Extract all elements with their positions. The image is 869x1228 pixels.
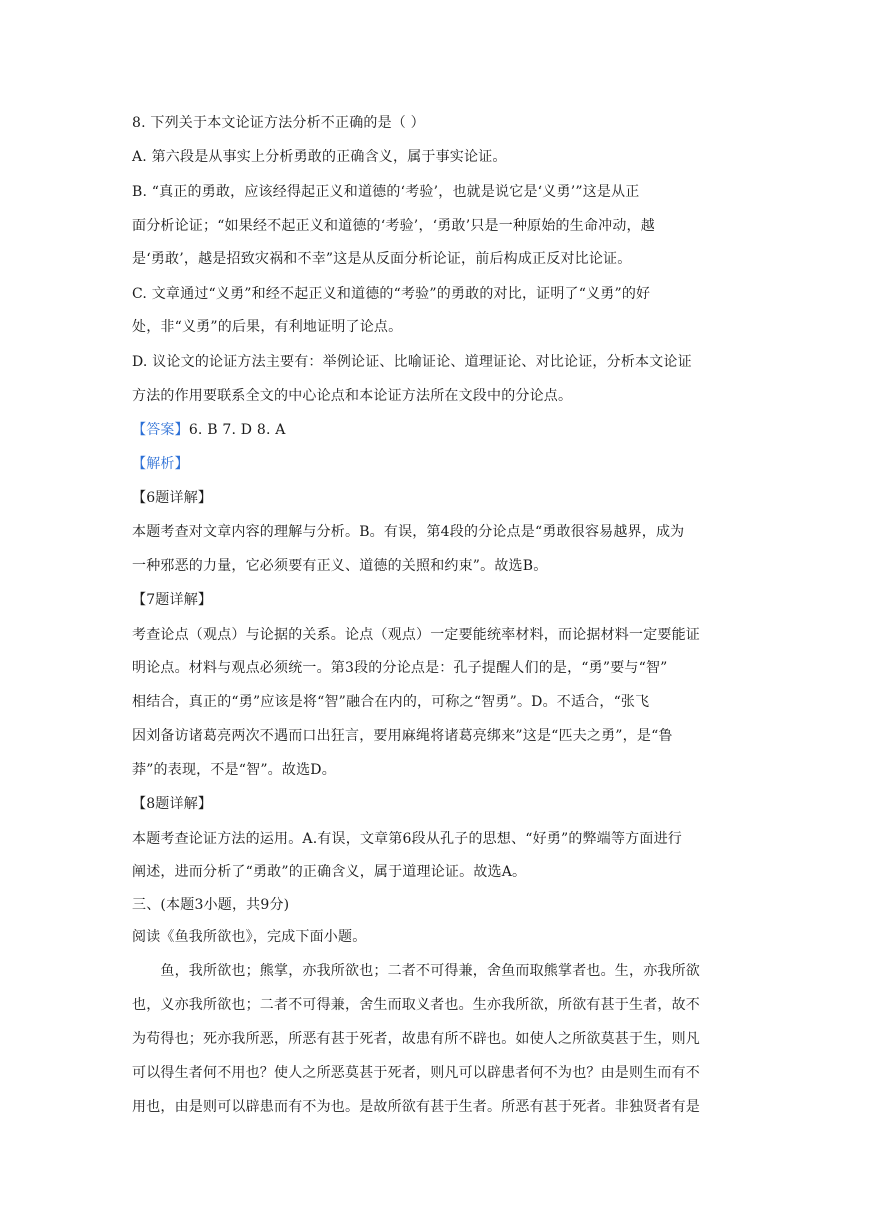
option-c-line-1: C. 文章通过“义勇”和经不起正义和道德的“考验”的勇敢的对比，证明了“义勇”的好: [132, 286, 651, 302]
q8-explanation-line-2: 阐述，进而分析了“勇敢”的正确含义，属于道理论证。故选A。: [132, 864, 527, 880]
q7-explanation-line-3: 相结合，真正的“勇”应该是将“智”融合在内的，可称之“智勇”。D。不适合，“张飞: [132, 694, 650, 710]
reading-instruction: 阅读《鱼我所欲也》，完成下面小题。: [132, 929, 367, 945]
passage-line-1: 鱼，我所欲也；熊掌，亦我所欲也；二者不可得兼，舍鱼而取熊掌者也。生，亦我所欲: [132, 963, 700, 979]
q8-heading: 【8题详解】: [132, 796, 213, 812]
passage-line-5: 用也，由是则可以辟患而有不为也。是故所欲有甚于生者。所恶有甚于死者。非独贤者有是: [132, 1099, 700, 1115]
passage-line-4: 可以得生者何不用也？使人之所恶莫甚于死者，则凡可以辟患者何不为也？由是则生而有不: [132, 1065, 700, 1081]
question-8-stem: 8. 下列关于本文论证方法分析不正确的是（ ）: [132, 115, 425, 131]
analysis-label: 【解析】: [132, 456, 189, 472]
answer-line: [132, 420, 742, 440]
q7-explanation-line-1: 考查论点（观点）与论据的关系。论点（观点）一定要能统率材料，而论据材料一定要能证: [132, 627, 700, 643]
option-b-line-2: 面分析论证；“如果经不起正义和道德的‘考验’，‘勇敢’只是一种原始的生命冲动，越: [132, 218, 655, 234]
q7-explanation-line-4: 因刘备访诸葛亮两次不遇而口出狂言，要用麻绳将诸葛亮绑来”这是“匹夫之勇”，是“鲁: [132, 728, 673, 744]
q6-explanation-line-1: 本题考查对文章内容的理解与分析。B。有误，第4段的分论点是“勇敢很容易越界，成为: [132, 524, 685, 540]
answer-values: 6. B 7. D 8. A: [188, 422, 286, 438]
answer-label: 【答案】: [132, 422, 189, 438]
option-c-line-2: 处，非“义勇”的后果，有利地证明了论点。: [132, 319, 403, 335]
q6-explanation-line-2: 一种邪恶的力量，它必须要有正义、道德的关照和约束”。故选B。: [132, 558, 548, 574]
q7-heading: 【7题详解】: [132, 592, 213, 608]
q7-explanation-line-5: 莽”的表现，不是“智”。故选D。: [132, 762, 336, 778]
passage-line-3: 为苟得也；死亦我所恶，所恶有甚于死者，故患有所不辟也。如使人之所欲莫甚于生，则凡: [132, 1031, 700, 1047]
option-b-line-1: B. “真正的勇敢，应该经得起正义和道德的‘考验’，也就是说它是‘义勇’”这是从正: [132, 184, 640, 200]
section-three-heading: 三、(本题3小题，共9分): [132, 897, 290, 913]
q6-heading: 【6题详解】: [132, 490, 213, 506]
q8-explanation-line-1: 本题考查论证方法的运用。A.有误，文章第6段从孔子的思想、“好勇”的弊端等方面进行: [132, 831, 682, 847]
passage-line-2: 也，义亦我所欲也；二者不可得兼，舍生而取义者也。生亦我所欲，所欲有甚于生者，故不: [132, 997, 700, 1013]
option-d-line-1: D. 议论文的论证方法主要有：举例论证、比喻证论、道理证论、对比论证，分析本文论证: [132, 354, 692, 370]
q7-explanation-line-2: 明论点。材料与观点必须统一。第3段的分论点是：孔子提醒人们的是，“勇”要与“智”: [132, 660, 668, 676]
option-a: A. 第六段是从事实上分析勇敢的正确含义，属于事实论证。: [132, 149, 507, 165]
option-b-line-3: 是‘勇敢’，越是招致灾祸和不幸”这是从反面分析论证，前后构成正反对比论证。: [132, 251, 632, 267]
option-d-line-2: 方法的作用要联系全文的中心论点和本论证方法所在文段中的分论点。: [132, 388, 573, 404]
